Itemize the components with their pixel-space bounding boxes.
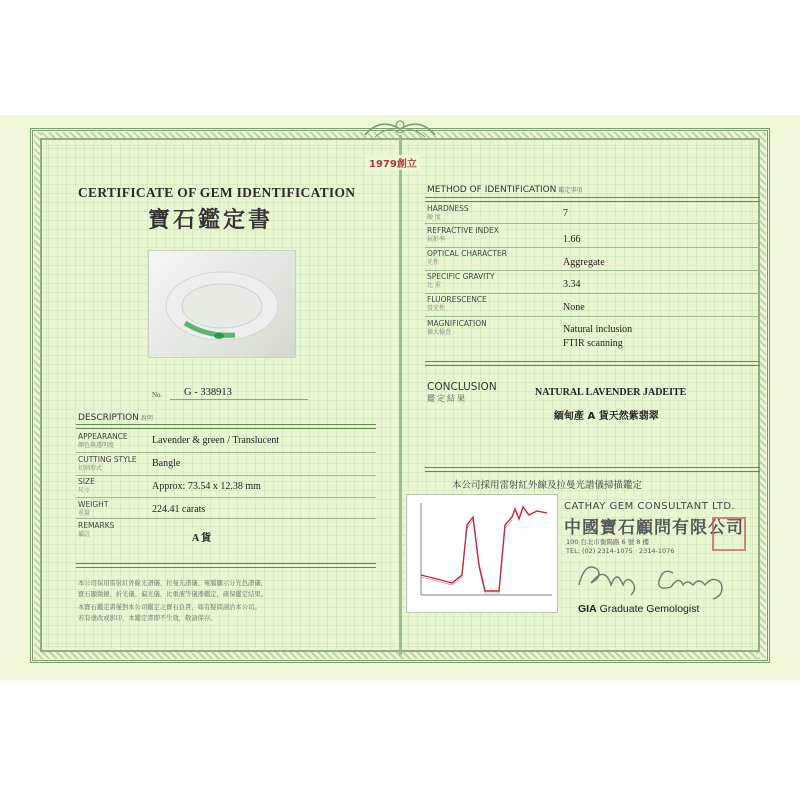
founded-label: 創立 [396, 159, 417, 170]
certificate-no: G - 338913 [184, 387, 232, 398]
description-rule [76, 424, 376, 429]
optical-character-label: OPTICAL CHARACTER 光性 [427, 249, 507, 266]
description-bottom-rule [76, 563, 376, 568]
description-heading-en: DESCRIPTION [78, 413, 139, 423]
row-divider [425, 223, 760, 224]
cutting-style-label: CUTTING STYLE 切割形式 [78, 455, 137, 472]
row-divider [425, 270, 760, 271]
magnification-value: Natural inclusion [563, 324, 633, 335]
decorative-border-left [34, 132, 42, 659]
conclusion-result-zh: 緬甸產 A 貨天然紫翡翠 [554, 411, 659, 422]
magnification-label: MAGNIFICATION 擴大檢查 [427, 319, 487, 336]
signature-icon [575, 555, 755, 603]
hardness-label: HARDNESS 硬 度 [427, 204, 469, 221]
certificate-no-label: No. [152, 391, 163, 399]
remarks-label: REMARKS 備註 [78, 521, 115, 538]
note-line: 若有塗改或影印，本鑑定書即不生效，敬請保存。 [78, 614, 217, 622]
method-heading-zh: 鑑定事項 [558, 187, 583, 194]
note-line: 寶石顯微鏡、折光儀、偏光儀、比重液等儀器鑑定，確保鑑定結果。 [78, 590, 267, 598]
refractive-index-label: REFRACTIVE INDEX 屈折率 [427, 226, 499, 243]
gemologist-label: Graduate Gemologist [596, 603, 700, 615]
method-rule [425, 197, 760, 202]
company-name-zh: 中國寶石顧問有限公司 [564, 518, 744, 538]
row-divider [76, 497, 376, 498]
appearance-label: APPEARANCE 顏色與透明度 [78, 432, 128, 449]
conclusion-label: CONCLUSION 鑑定結果 [427, 381, 497, 403]
refractive-index-value: 1.66 [563, 234, 581, 245]
gemologist-title [578, 603, 699, 615]
spectrum-plot [407, 495, 557, 612]
company-address: 100 台北市衡陽路 6 號 8 樓 [566, 538, 650, 546]
row-divider [76, 518, 376, 519]
fluorescence-value: None [563, 302, 585, 313]
weight-value: 224.41 carats [152, 504, 206, 515]
note-line: 本寶石鑑定書僅對本公司鑑定之寶石負責，如有疑問請洽本公司。 [78, 604, 261, 611]
company-phone: TEL: (02) 2314-1075 · 2314-1076 [566, 547, 675, 555]
hardness-value: 7 [563, 208, 568, 219]
method-heading-en: METHOD OF IDENTIFICATION [427, 185, 557, 195]
row-divider [425, 293, 760, 294]
scan-method-statement: 本公司採用雷射紅外線及拉曼光譜儀掃描鑑定 [452, 480, 643, 491]
company-seal-stamp [712, 517, 746, 551]
certificate-no-underline [170, 399, 308, 400]
decorative-border-right [758, 132, 766, 659]
disclaimer-notes [78, 579, 368, 624]
certificate-title: CERTIFICATE OF GEM IDENTIFICATION [78, 185, 356, 200]
conclusion-result: NATURAL LAVENDER JADEITE [535, 387, 687, 398]
gem-photo [148, 250, 296, 358]
crest-ornament-icon [360, 115, 440, 143]
cutting-style-value: Bangle [152, 458, 181, 469]
spectrum-graph [406, 494, 558, 613]
row-divider [425, 316, 760, 317]
weight-label: WEIGHT 重量 [78, 500, 109, 517]
fluorescence-label: FLUORESCENCE 螢光性 [427, 295, 487, 312]
row-divider [76, 452, 376, 453]
method-bottom-rule [425, 361, 760, 366]
size-value: Approx: 73.54 x 12.38 mm [152, 481, 261, 492]
description-heading-zh: 說明 [140, 415, 153, 422]
magnification-value-2: FTIR scanning [563, 338, 623, 349]
optical-character-value: Aggregate [563, 257, 605, 268]
company-name: CATHAY GEM CONSULTANT LTD. [564, 501, 736, 512]
gia-label: GIA [578, 603, 597, 615]
row-divider [76, 475, 376, 476]
description-heading [78, 413, 153, 423]
certificate [0, 115, 800, 680]
row-divider [425, 247, 760, 248]
specific-gravity-value: 3.34 [563, 279, 581, 290]
certificate-title-zh: 寶石鑑定書 [148, 208, 274, 233]
remarks-value: A 貨 [192, 533, 212, 544]
bangle-image-icon [149, 251, 295, 357]
founded-badge [366, 155, 420, 170]
size-label: SIZE 尺寸 [78, 477, 95, 494]
conclusion-rule [425, 467, 760, 472]
founded-year: 1979 [369, 159, 397, 170]
center-fold [399, 135, 402, 655]
note-line: 本公司採用雷射紅外線光譜儀、拉曼光譜儀、電腦顯示分光色譜儀， [78, 580, 267, 587]
method-heading [427, 185, 582, 195]
appearance-value: Lavender & green / Translucent [152, 435, 280, 446]
specific-gravity-label: SPECIFIC GRAVITY 比 重 [427, 272, 495, 289]
